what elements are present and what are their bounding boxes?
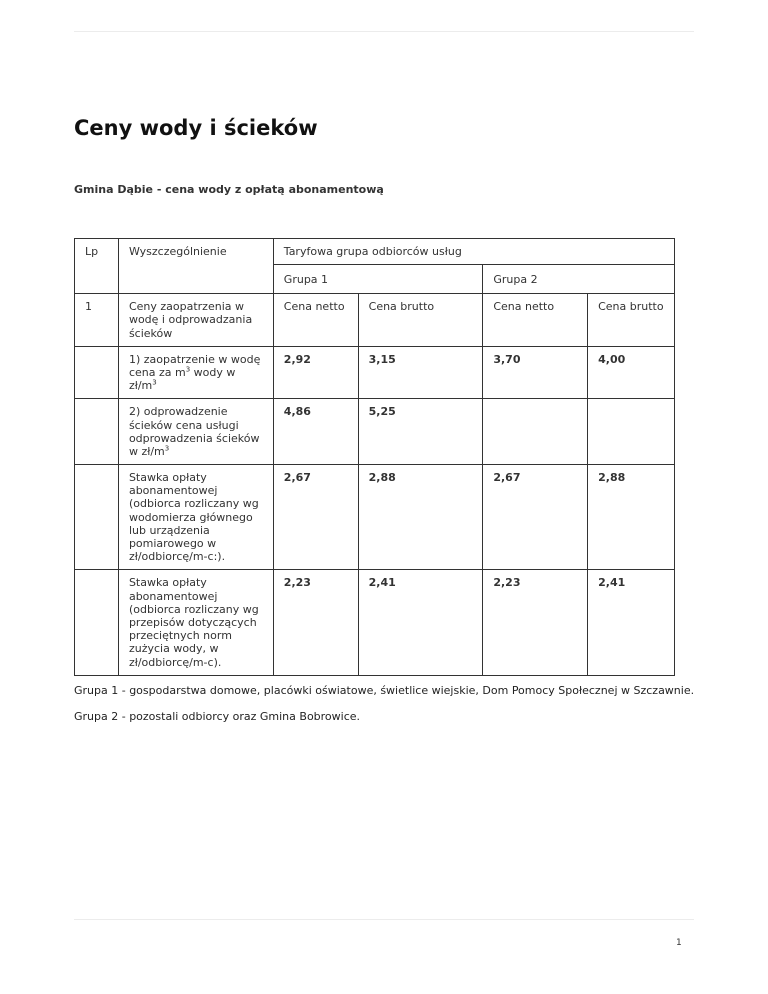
row-lp [75,570,119,675]
footer-rule [74,919,694,920]
price-cell: 2,67 [273,465,358,570]
price-cell: 2,41 [588,570,675,675]
row-description [118,399,273,465]
price-cell: Cena netto [483,294,588,347]
table-row [75,294,675,347]
price-cell: 2,23 [273,570,358,675]
price-cell: 2,67 [483,465,588,570]
price-cell: 2,92 [273,346,358,399]
row-lp [75,346,119,399]
price-cell: 3,70 [483,346,588,399]
header-rule [74,31,694,32]
price-cell [588,399,675,465]
header-group-1: Grupa 1 [273,265,483,294]
price-cell: 5,25 [358,399,483,465]
desc-text: 2) odprowadzenie ścieków cena usługi odprowadzenia ścieków w zł/m [128,405,260,458]
price-cell: Cena brutto [588,294,675,347]
unit-superscript: 3 [164,444,170,453]
table-row [75,465,675,570]
price-cell: 2,41 [358,570,483,675]
header-lp: Lp [75,239,119,294]
row-lp [75,465,119,570]
row-lp: 1 [75,294,119,347]
unit-superscript: 3 [152,378,157,387]
table-row [75,570,675,675]
table-header-row [75,239,675,265]
price-cell: Cena netto [273,294,358,347]
price-cell: 4,86 [273,399,358,465]
row-description: Stawka opłaty abonamentowej (odbiorca rozliczany wg wodomierza głównego lub urządzenia pomiarowego w zł/odbiorcę/m-c:). [118,465,273,570]
price-table [74,238,675,676]
group-1-note: Grupa 1 - gospodarstwa domowe, placówki oświatowe, świetlice wiejskie, Dom Pomocy Społecznej w Szczawnie. [74,684,695,697]
row-lp [75,399,119,465]
page-number: 1 [676,938,682,948]
table-row [75,399,675,465]
header-description: Wyszczególnienie [118,239,273,294]
page-title: Ceny wody i ścieków [74,116,318,140]
desc-text: 1) zaopatrzenie w wodę cena za m [128,352,261,379]
price-cell: 2,88 [358,465,483,570]
price-cell: 2,88 [588,465,675,570]
section-subtitle: Gmina Dąbie - cena wody z opłatą abonamentową [74,183,384,196]
price-cell: 4,00 [588,346,675,399]
price-cell: 2,23 [483,570,588,675]
desc-text: wody w zł/m [128,365,236,393]
price-cell: Cena brutto [358,294,483,347]
price-cell [483,399,588,465]
header-group-2: Grupa 2 [483,265,675,294]
row-description [118,346,273,399]
group-2-note: Grupa 2 - pozostali odbiorcy oraz Gmina Bobrowice. [74,710,361,723]
header-tariff-group: Taryfowa grupa odbiorców usług [273,239,674,265]
unit-superscript: 3 [185,365,191,374]
price-cell: 3,15 [358,346,483,399]
table-row [75,346,675,399]
row-description: Stawka opłaty abonamentowej (odbiorca rozliczany wg przepisów dotyczących przeciętnych norm zużycia wody, w zł/odbiorcę/m-c). [118,570,273,675]
row-description: Ceny zaopatrzenia w wodę i odprowadzania ścieków [118,294,273,347]
